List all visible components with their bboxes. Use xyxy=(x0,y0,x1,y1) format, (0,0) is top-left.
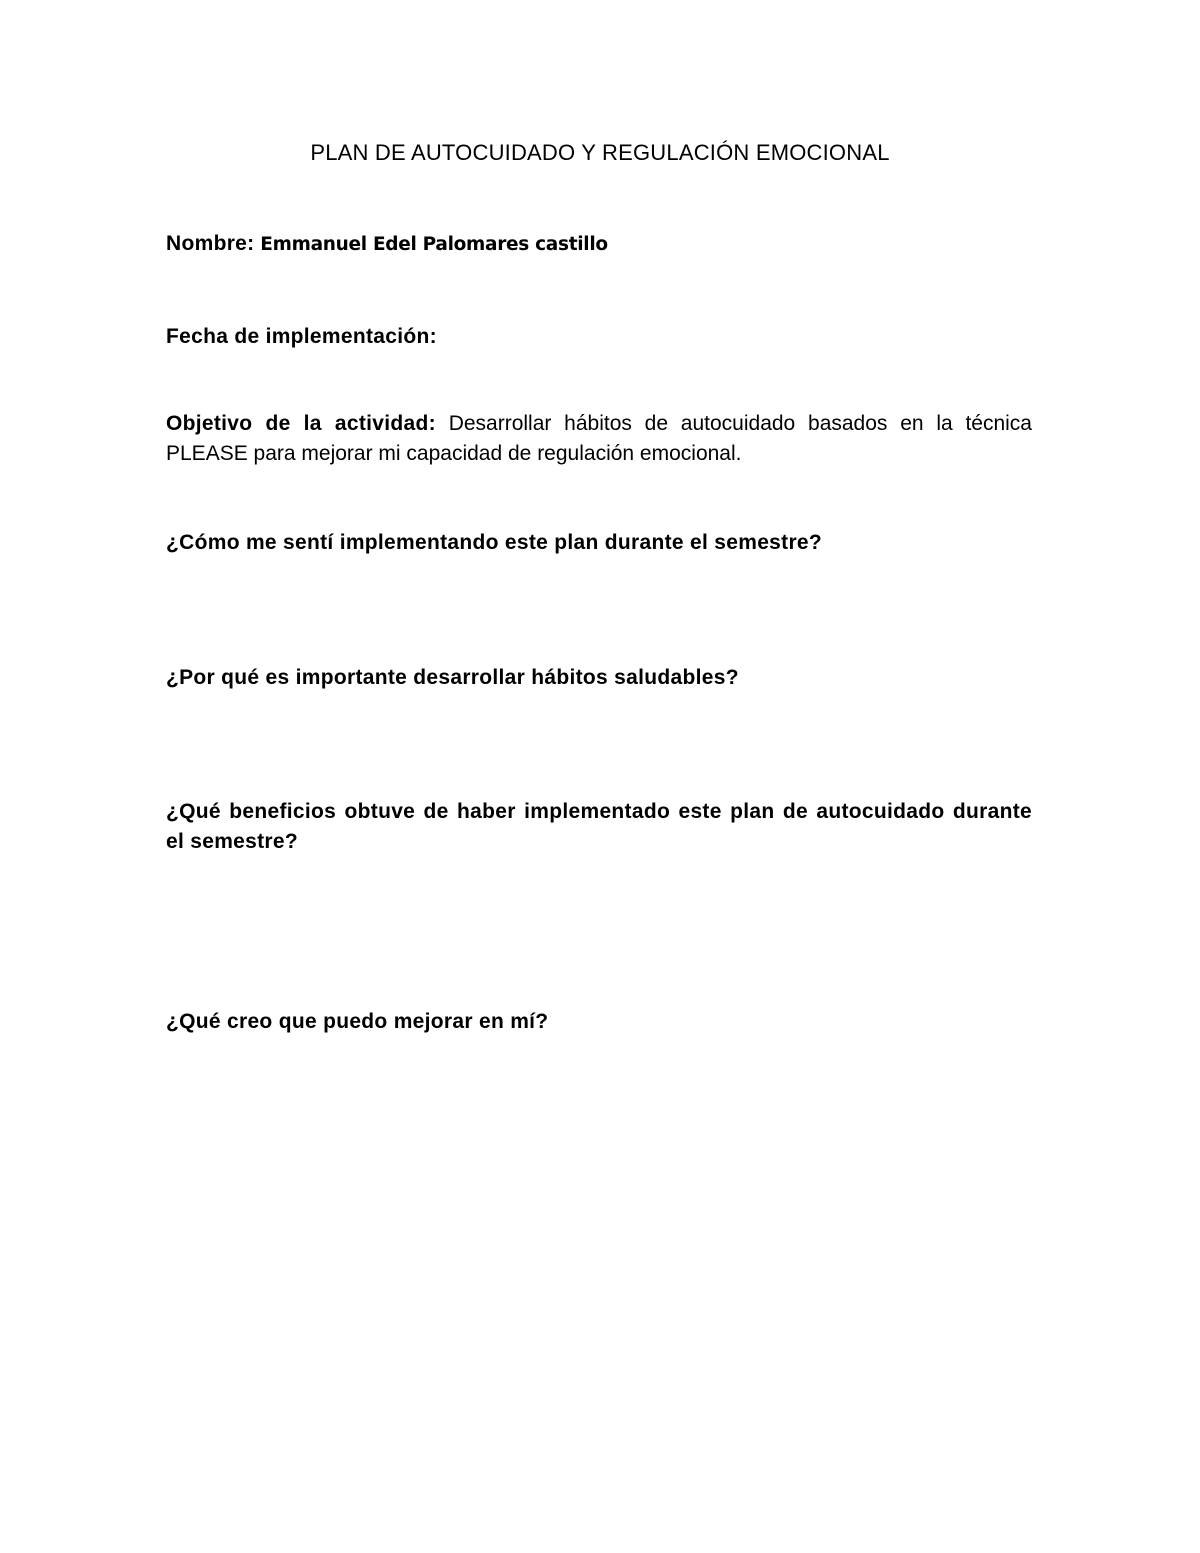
question-2: ¿Por qué es importante desarrollar hábitos saludables? xyxy=(166,666,739,689)
objective-label: Objetivo de la actividad: xyxy=(166,412,436,435)
question-1: ¿Cómo me sentí implementando este plan durante el semestre? xyxy=(166,531,823,554)
objective-text: Desarrollar hábitos de autocuidado basados en la técnica PLEASE para mejorar mi capacidad de regulación emocional. xyxy=(166,412,1032,465)
name-label: Nombre: xyxy=(166,232,255,255)
question-4: ¿Qué creo que puedo mejorar en mí? xyxy=(166,1010,549,1033)
document-title: PLAN DE AUTOCUIDADO Y REGULACIÓN EMOCIONAL xyxy=(310,140,890,165)
name-value: Emmanuel Edel Palomares castillo xyxy=(260,234,608,255)
date-field xyxy=(166,322,1032,352)
date-label: Fecha de implementación: xyxy=(166,325,437,348)
objective-paragraph xyxy=(166,409,1032,469)
name-field xyxy=(166,229,1032,260)
question-3: ¿Qué beneficios obtuve de haber implementado este plan de autocuidado durante el semestre? xyxy=(166,800,1032,853)
